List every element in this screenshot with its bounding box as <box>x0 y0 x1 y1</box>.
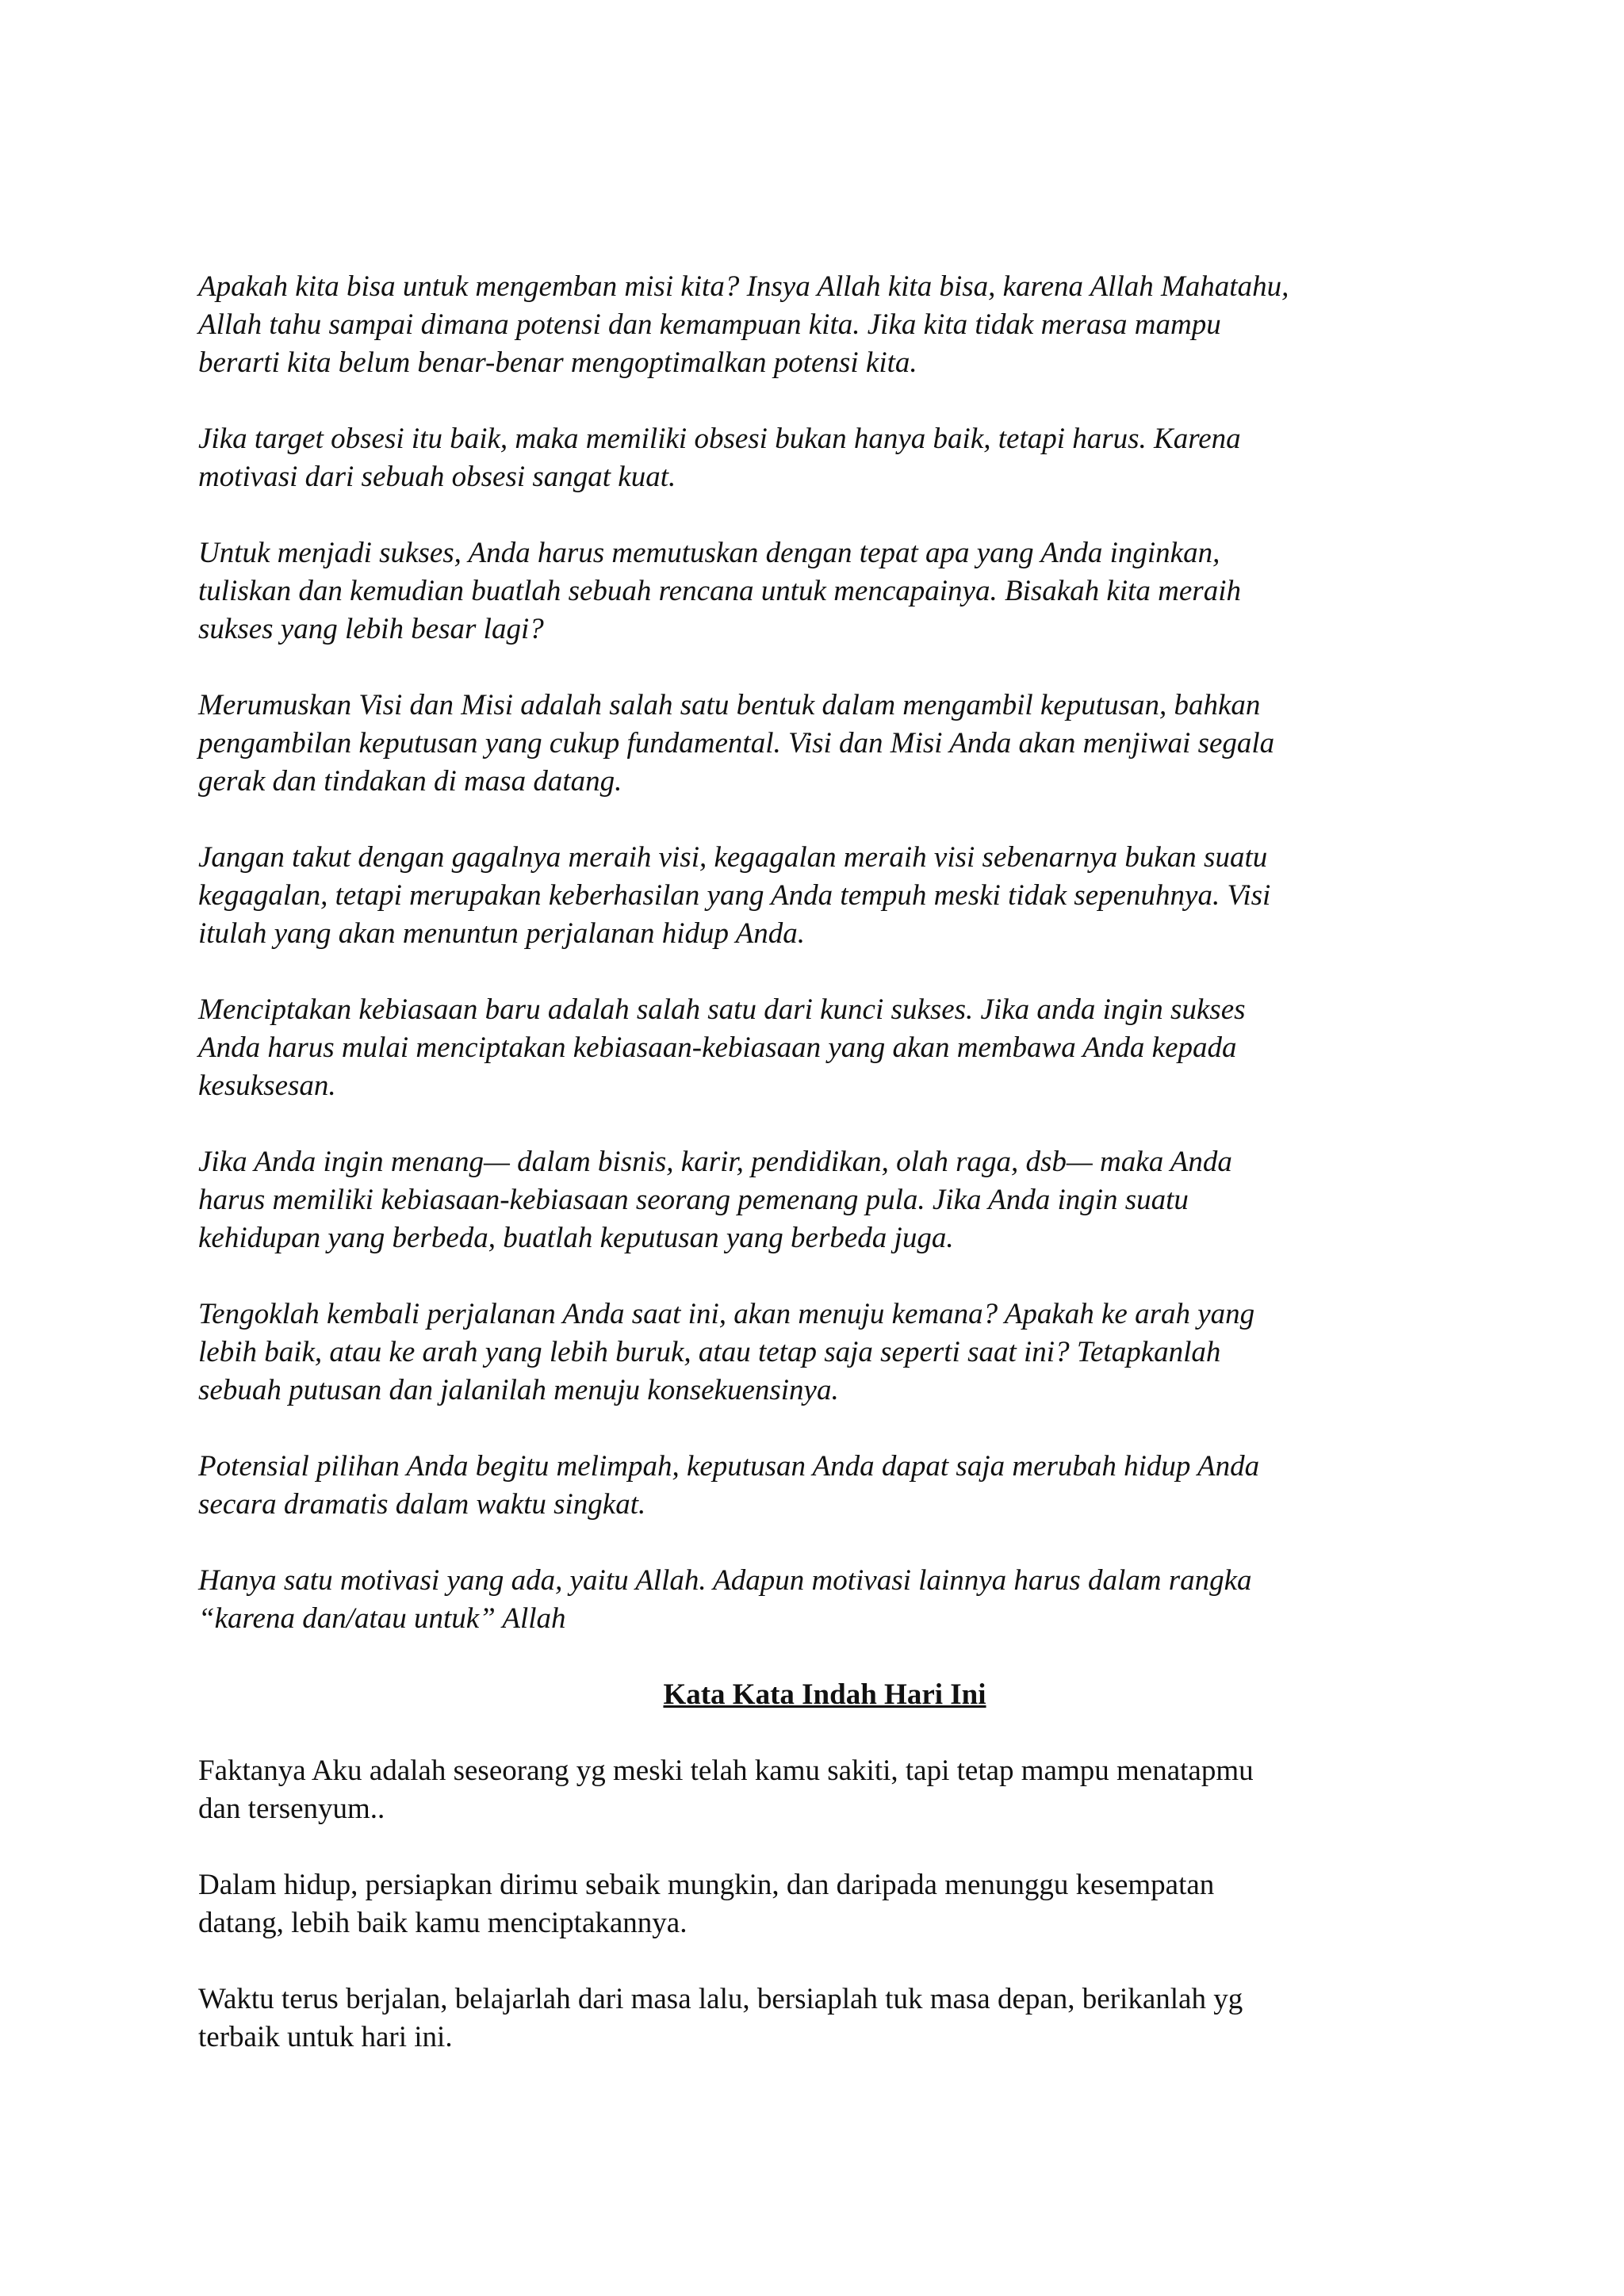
text-line: Jika target obsesi itu baik, maka memiliki obsesi bukan hanya baik, tetapi harus. Karena <box>198 423 1241 455</box>
text-line: Faktanya Aku adalah seseorang yg meski telah kamu sakiti, tapi tetap mampu menatapmu <box>198 1755 1254 1787</box>
paragraph-menjadi-sukses <box>198 534 1451 649</box>
text-line: Dalam hidup, persiapkan dirimu sebaik mungkin, dan daripada menunggu kesempatan <box>198 1869 1215 1901</box>
text-line: kesuksesan. <box>198 1070 336 1102</box>
text-line: terbaik untuk hari ini. <box>198 2021 453 2053</box>
text-line: lebih baik, atau ke arah yang lebih buruk, atau tetap saja seperti saat ini? Tetapkanlah <box>198 1336 1221 1368</box>
text-line: Apakah kita bisa untuk mengemban misi kita? Insya Allah kita bisa, karena Allah Mahatahu, <box>198 270 1289 303</box>
paragraph-tengoklah <box>198 1295 1451 1410</box>
text-line: Menciptakan kebiasaan baru adalah salah satu dari kunci sukses. Jika anda ingin sukses <box>198 993 1246 1026</box>
paragraph-visi-misi <box>198 687 1451 801</box>
text-line: Allah tahu sampai dimana potensi dan kemampuan kita. Jika kita tidak merasa mampu <box>198 308 1221 341</box>
text-line: Waktu terus berjalan, belajarlah dari masa lalu, bersiaplah tuk masa depan, berikanlah yg <box>198 1983 1243 2015</box>
text-line: tuliskan dan kemudian buatlah sebuah rencana untuk mencapainya. Bisakah kita meraih <box>198 575 1241 607</box>
text-line: kehidupan yang berbeda, buatlah keputusan yang berbeda juga. <box>198 1222 954 1254</box>
paragraph-target-obsesi <box>198 420 1451 496</box>
text-line: Jangan takut dengan gagalnya meraih visi, kegagalan meraih visi sebenarnya bukan suatu <box>198 841 1268 874</box>
text-line: berarti kita belum benar-benar mengoptimalkan potensi kita. <box>198 346 917 379</box>
text-line: “karena dan/atau untuk” Allah <box>198 1602 566 1635</box>
paragraph-jangan-takut <box>198 839 1451 953</box>
paragraph-mengemban-misi <box>198 268 1451 382</box>
text-line: sukses yang lebih besar lagi? <box>198 613 544 645</box>
text-line: Tengoklah kembali perjalanan Anda saat ini, akan menuju kemana? Apakah ke arah yang <box>198 1298 1255 1330</box>
text-line: sebuah putusan dan jalanilah menuju konsekuensinya. <box>198 1374 839 1406</box>
paragraph-faktanya <box>198 1752 1451 1828</box>
paragraph-potensial-pilihan <box>198 1448 1451 1524</box>
text-line: kegagalan, tetapi merupakan keberhasilan yang Anda tempuh meski tidak sepenuhnya. Visi <box>198 879 1271 912</box>
text-line: pengambilan keputusan yang cukup fundamental. Visi dan Misi Anda akan menjiwai segala <box>198 727 1275 760</box>
paragraph-kebiasaan-baru <box>198 991 1451 1105</box>
paragraph-satu-motivasi <box>198 1562 1451 1638</box>
paragraph-dalam-hidup <box>198 1866 1451 1942</box>
text-line: Anda harus mulai menciptakan kebiasaan-kebiasaan yang akan membawa Anda kepada <box>198 1031 1237 1064</box>
text-line: Untuk menjadi sukses, Anda harus memutuskan dengan tepat apa yang Anda inginkan, <box>198 537 1220 569</box>
section-heading: Kata Kata Indah Hari Ini <box>663 1678 986 1711</box>
text-line: dan tersenyum.. <box>198 1793 385 1825</box>
text-line: harus memiliki kebiasaan-kebiasaan seorang pemenang pula. Jika Anda ingin suatu <box>198 1184 1189 1216</box>
text-line: Merumuskan Visi dan Misi adalah salah satu bentuk dalam mengambil keputusan, bahkan <box>198 689 1261 721</box>
document-body <box>198 268 1451 2095</box>
text-line: gerak dan tindakan di masa datang. <box>198 765 622 798</box>
text-line: Jika Anda ingin menang— dalam bisnis, karir, pendidikan, olah raga, dsb— maka Anda <box>198 1146 1232 1178</box>
text-line: Hanya satu motivasi yang ada, yaitu Allah. Adapun motivasi lainnya harus dalam rangka <box>198 1564 1252 1597</box>
paragraph-ingin-menang <box>198 1143 1451 1257</box>
text-line: datang, lebih baik kamu menciptakannya. <box>198 1907 688 1939</box>
text-line: motivasi dari sebuah obsesi sangat kuat. <box>198 461 676 493</box>
text-line: Potensial pilihan Anda begitu melimpah, keputusan Anda dapat saja merubah hidup Anda <box>198 1450 1260 1483</box>
text-line: itulah yang akan menuntun perjalanan hidup Anda. <box>198 917 805 950</box>
text-line: secara dramatis dalam waktu singkat. <box>198 1488 646 1521</box>
paragraph-waktu-berjalan <box>198 1980 1451 2057</box>
